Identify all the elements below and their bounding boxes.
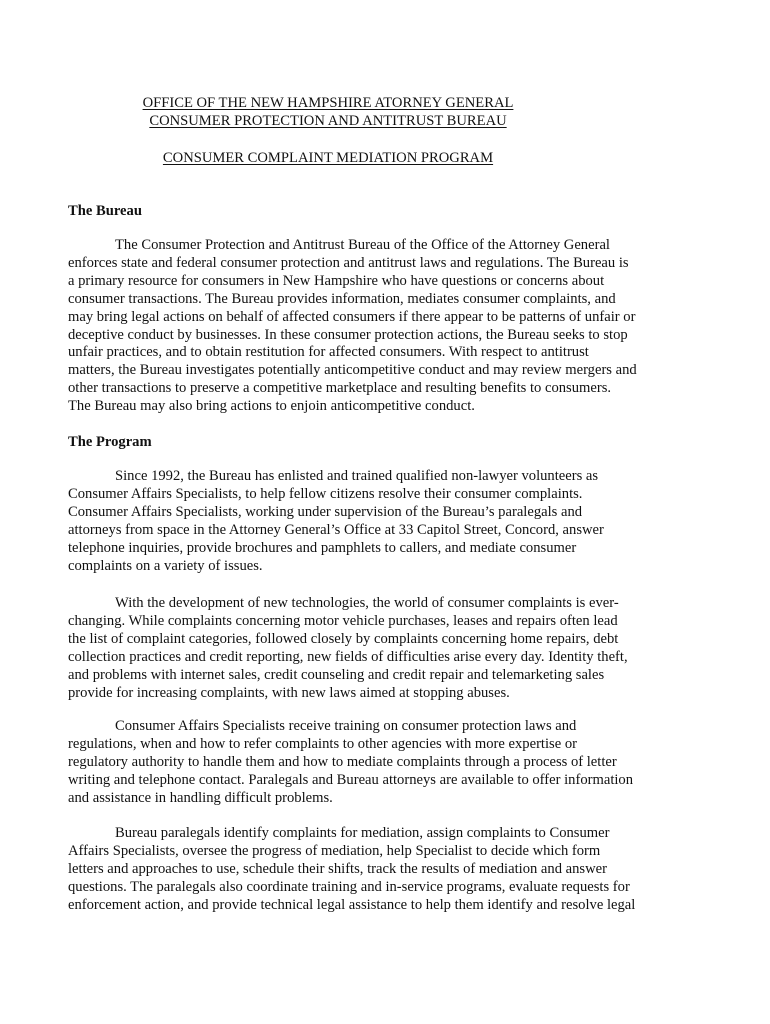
header-office-title: OFFICE OF THE NEW HAMPSHIRE ATORNEY GENERAL [142,95,514,111]
text-line: letters and approaches to use, schedule their shifts, track the results of mediation and answer [68,860,607,877]
text-line: telephone inquiries, provide brochures and pamphlets to callers, and mediate consumer [68,539,577,556]
program-paragraph-paralegals [68,825,658,915]
text-line: unfair practices, and to obtain restitution for affected consumers. With respect to antitrust [68,344,589,361]
section-heading-program: The Program [68,434,152,450]
text-line: other transactions to preserve a competitive marketplace and resulting benefits to consumers. [68,380,612,397]
text-line: enforcement action, and provide technical legal assistance to help them identify and resolve legal [68,896,636,913]
text-line: Consumer Affairs Specialists, working under supervision of the Bureau’s paralegals and [68,503,583,520]
section-heading-bureau: The Bureau [68,203,142,219]
text-line: provide for increasing complaints, with new laws aimed at stopping abuses. [68,684,510,701]
text-line: consumer transactions. The Bureau provides information, mediates consumer complaints, and [68,290,616,307]
text-line: and assistance in handling difficult problems. [68,789,333,806]
text-line: Consumer Affairs Specialists, to help fellow citizens resolve their consumer complaints. [68,485,583,502]
text-line: regulatory authority to handle them and how to mediate complaints through a process of letter [68,753,617,770]
header-program-title: CONSUMER COMPLAINT MEDIATION PROGRAM [162,150,494,166]
header-bureau-title: CONSUMER PROTECTION AND ANTITRUST BUREAU [149,113,507,129]
text-line: collection practices and credit reporting, new fields of difficulties arise every day. Identity theft, [68,648,628,665]
program-paragraph-history [68,468,658,575]
text-line: questions. The paralegals also coordinate training and in-service programs, evaluate requests for [68,878,630,895]
text-line: Bureau paralegals identify complaints for mediation, assign complaints to Consumer [115,825,610,841]
text-line: The Consumer Protection and Antitrust Bureau of the Office of the Attorney General [115,237,610,253]
text-line: and problems with internet sales, credit counseling and credit repair and telemarketing sales [68,666,605,683]
program-paragraph-training [68,718,658,808]
text-line: changing. While complaints concerning motor vehicle purchases, leases and repairs often lead [68,612,618,629]
text-line: regulations, when and how to refer complaints to other agencies with more expertise or [68,735,577,752]
text-line: attorneys from space in the Attorney General’s Office at 33 Capitol Street, Concord, answer [68,521,604,538]
text-line: Consumer Affairs Specialists receive training on consumer protection laws and [115,718,577,734]
text-line: a primary resource for consumers in New Hampshire who have questions or concerns about [68,272,605,289]
text-line: Affairs Specialists, oversee the progress of mediation, help Specialist to decide which form [68,842,601,859]
text-line: writing and telephone contact. Paralegals and Bureau attorneys are available to offer information [68,771,634,788]
text-line: may bring legal actions on behalf of affected consumers if there appear to be patterns of unfair or [68,308,636,325]
text-line: matters, the Bureau investigates potentially anticompetitive conduct and may review mergers and [68,362,637,379]
text-line: the list of complaint categories, followed closely by complaints concerning home repairs, debt [68,630,619,647]
text-line: Since 1992, the Bureau has enlisted and trained qualified non-lawyer volunteers as [115,468,599,484]
bureau-paragraph [68,237,658,416]
text-line: The Bureau may also bring actions to enjoin anticompetitive conduct. [68,398,475,415]
program-paragraph-technologies [68,595,658,702]
text-line: complaints on a variety of issues. [68,557,263,574]
text-line: enforces state and federal consumer protection and antitrust laws and regulations. The Bureau is [68,254,629,271]
text-line: deceptive conduct by businesses. In these consumer protection actions, the Bureau seeks to stop [68,326,628,343]
text-line: With the development of new technologies, the world of consumer complaints is ever- [115,595,619,611]
